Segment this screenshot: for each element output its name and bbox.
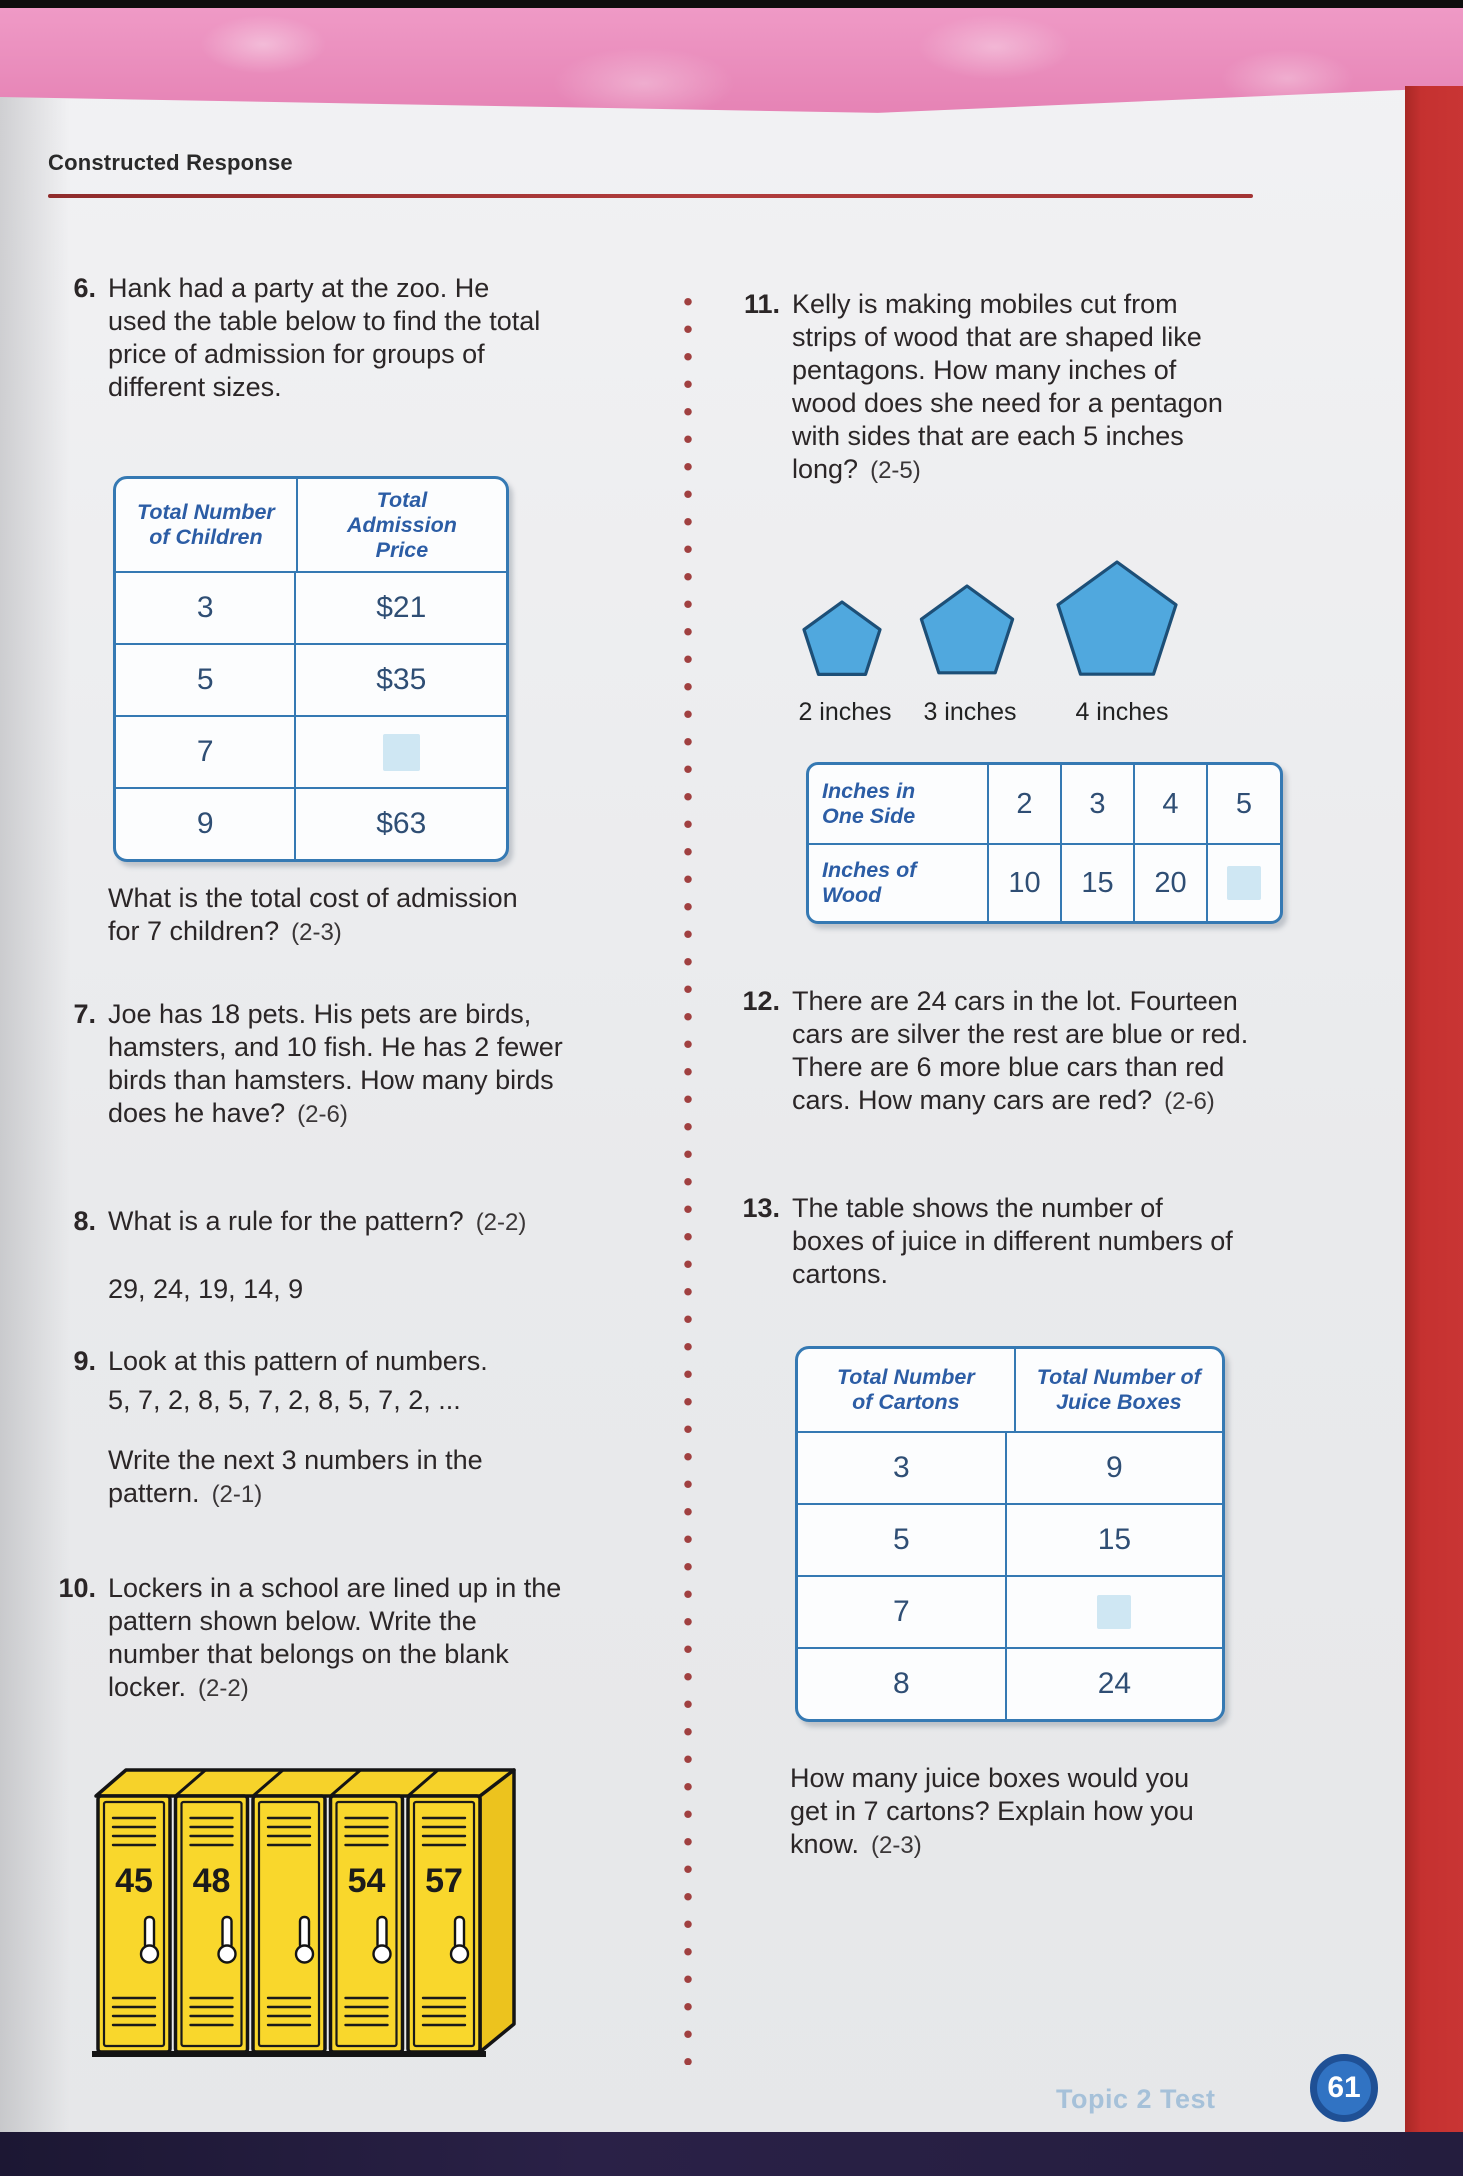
juice-boxes-table (795, 1346, 1225, 1722)
cell-side-5: 5 (1206, 765, 1280, 843)
locker-handle (145, 1917, 154, 1949)
table-row (798, 1431, 1222, 1503)
question-6-text: Hank had a party at the zoo. He used the table below to find the total price of admission for groups of different sizes. (108, 273, 541, 402)
locker-number: 48 (192, 1862, 231, 1900)
question-12-text: There are 24 cars in the lot. Fourteen cars are silver the rest are blue or red. There are 6 more blue cars than red cars. How many cars are red? (792, 986, 1249, 1115)
page-title: Constructed Response (48, 150, 293, 175)
pink-header-band (0, 8, 1463, 130)
page-number-badge: 61 (1310, 2054, 1378, 2122)
question-11-text: Kelly is making mobiles cut from strips of wood that are shaped like pentagons. How many inches of wood does she need for a pentagon with sides that are each 5 inches long? (792, 289, 1223, 484)
question-10-text: Lockers in a school are lined up in the pattern shown below. Write the number that belongs on the blank locker. (108, 1573, 562, 1702)
question-11 (728, 288, 1388, 487)
question-12 (728, 985, 1408, 1118)
section-rule (48, 194, 1253, 198)
question-12-ref: (2-6) (1164, 1088, 1215, 1115)
cell-wood-10: 10 (987, 843, 1060, 921)
admission-table-header-children: Total Number of Children (137, 500, 275, 549)
admission-table-header-price: Total Admission Price (296, 479, 506, 571)
question-13-number: 13. (742, 1193, 780, 1223)
question-9-ref: (2-1) (211, 1481, 263, 1508)
question-7 (50, 998, 625, 1131)
column-divider-dots (683, 288, 693, 2065)
question-9-number: 9. (73, 1346, 96, 1376)
locker-illustration (90, 1762, 535, 2067)
locker-side-face (480, 1770, 514, 2052)
question-13-followup-text: How many juice boxes would you get in 7 cartons? Explain how you know. (790, 1763, 1194, 1859)
locker-48 (176, 1796, 248, 2052)
cell-side-2: 2 (987, 765, 1060, 843)
locker-handle (455, 1917, 464, 1949)
table-row (798, 1575, 1222, 1647)
question-6-followup (108, 882, 608, 949)
question-10-ref: (2-2) (198, 1675, 249, 1702)
answer-box (1097, 1595, 1131, 1629)
answer-box (1227, 866, 1261, 900)
question-10 (40, 1572, 625, 1705)
cell-price-63: $63 (294, 789, 506, 859)
red-side-band (1405, 86, 1463, 2134)
cell-boxes-24: 24 (1005, 1649, 1222, 1719)
question-9 (50, 1345, 625, 1511)
question-8-number: 8. (73, 1206, 96, 1236)
cell-children-7: 7 (196, 735, 214, 768)
cell-cartons-5: 5 (893, 1523, 910, 1556)
locker-number: 45 (115, 1862, 153, 1900)
question-8 (50, 1205, 625, 1306)
locker-number: 57 (425, 1862, 463, 1900)
admission-price-table (113, 476, 509, 862)
question-8-text: What is a rule for the pattern? (108, 1206, 464, 1236)
cell-children-9: 9 (196, 807, 214, 840)
question-13-text: The table shows the number of boxes of juice in different numbers of cartons. (792, 1193, 1233, 1289)
juice-table-header-cartons: Total Number of Cartons (836, 1365, 975, 1414)
question-7-text: Joe has 18 pets. His pets are birds, hamsters, and 10 fish. He has 2 fewer birds than hamsters. How many birds does he have? (108, 999, 563, 1128)
question-13-ref: (2-3) (871, 1832, 922, 1859)
pentagon-illustration (762, 552, 1232, 702)
pentagon-wood-table (806, 762, 1283, 924)
locker-57 (408, 1796, 480, 2052)
cell-price-35: $35 (294, 645, 506, 715)
question-8-sequence: 29, 24, 19, 14, 9 (108, 1274, 304, 1304)
question-13 (728, 1192, 1388, 1291)
question-6-number: 6. (73, 273, 96, 303)
cell-boxes-9: 9 (1005, 1433, 1222, 1503)
cell-wood-blank (1206, 843, 1280, 921)
cell-wood-15: 15 (1060, 843, 1133, 921)
footer-topic-label: Topic 2 Test (1056, 2084, 1216, 2114)
question-7-number: 7. (73, 999, 96, 1029)
cell-side-3: 3 (1060, 765, 1133, 843)
table-row (798, 1647, 1222, 1719)
question-9-text: Look at this pattern of numbers. (108, 1346, 488, 1376)
locker-top-face (96, 1770, 514, 1796)
question-13-followup (790, 1762, 1260, 1862)
row-header-inches-one-side: Inches in One Side (822, 779, 916, 828)
question-10-number: 10. (58, 1573, 96, 1603)
question-6-ref: (2-3) (291, 919, 342, 946)
pentagon-label-4in: 4 inches (1075, 698, 1169, 726)
cell-children-3: 3 (196, 591, 214, 624)
scan-bottom-edge (0, 2132, 1463, 2176)
locker-blank (253, 1796, 325, 2052)
table-row (116, 643, 506, 715)
question-11-number: 11. (743, 289, 780, 319)
locker-54 (331, 1796, 403, 2052)
locker-handle (223, 1917, 232, 1949)
pentagon-label-2in: 2 inches (798, 698, 892, 726)
pentagon-medium (921, 586, 1012, 673)
scan-top-edge (0, 0, 1463, 8)
pentagon-label-3in: 3 inches (923, 698, 1017, 726)
question-11-ref: (2-5) (870, 457, 921, 484)
cell-cartons-3: 3 (893, 1451, 910, 1484)
cell-wood-20: 20 (1133, 843, 1206, 921)
cell-boxes-15: 15 (1005, 1505, 1222, 1575)
question-6-followup-text: What is the total cost of admission for 7 children? (108, 883, 518, 946)
pentagon-small (804, 602, 880, 674)
table-row (116, 787, 506, 859)
question-12-number: 12. (742, 986, 780, 1016)
table-row (116, 571, 506, 643)
locker-handle (378, 1917, 387, 1949)
juice-table-header-boxes: Total Number of Juice Boxes (1014, 1349, 1222, 1431)
answer-box (383, 734, 420, 771)
question-6 (50, 272, 625, 404)
cell-cartons-7: 7 (893, 1595, 910, 1628)
question-9-prompt: Write the next 3 numbers in the pattern. (108, 1445, 483, 1508)
question-9-sequence: 5, 7, 2, 8, 5, 7, 2, 8, 5, 7, 2, ... (108, 1385, 461, 1415)
question-7-ref: (2-6) (297, 1101, 348, 1128)
table-row (798, 1503, 1222, 1575)
cell-cartons-8: 8 (893, 1667, 910, 1700)
pentagon-large (1058, 562, 1176, 674)
question-8-ref: (2-2) (475, 1209, 527, 1236)
locker-45 (98, 1796, 170, 2052)
cell-price-21: $21 (294, 573, 506, 643)
cell-children-5: 5 (196, 663, 214, 696)
row-header-inches-of-wood: Inches of Wood (809, 843, 987, 921)
cell-side-4: 4 (1133, 765, 1206, 843)
cell-price-blank (294, 717, 506, 787)
locker-number: 54 (347, 1862, 386, 1900)
table-row (116, 715, 506, 787)
locker-handle (300, 1917, 309, 1949)
cell-boxes-blank (1005, 1577, 1222, 1647)
